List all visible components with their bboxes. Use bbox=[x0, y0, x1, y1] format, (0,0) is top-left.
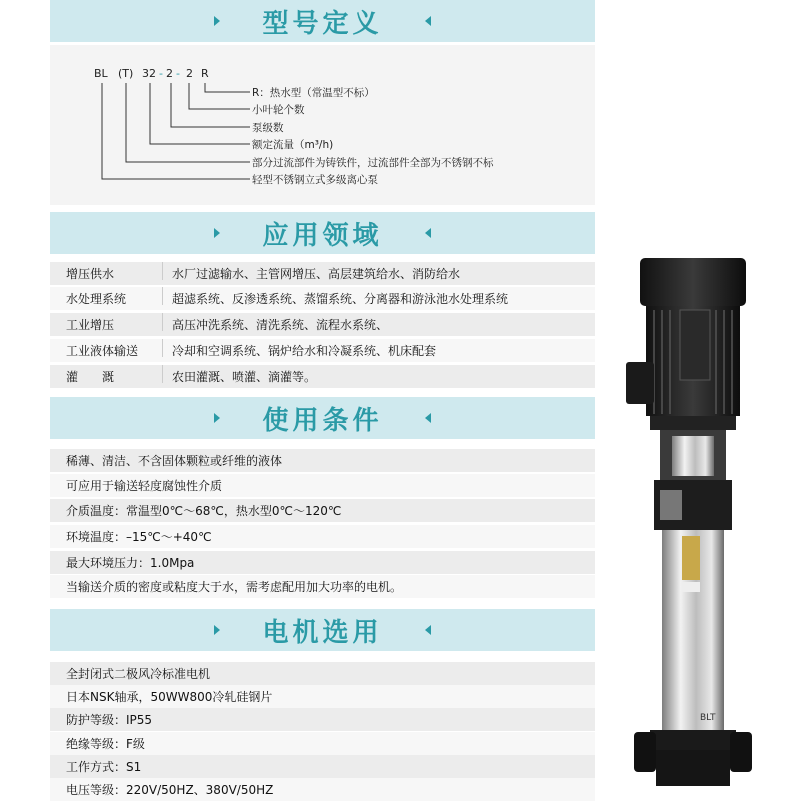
application-field: 灌 溉 bbox=[66, 370, 115, 384]
section-banner-conditions bbox=[50, 397, 595, 439]
motor-text: 日本NSK轴承，50WW800冷轧硅钢片 bbox=[66, 690, 273, 704]
condition-row bbox=[50, 575, 595, 598]
model-definition-panel bbox=[50, 45, 595, 205]
section-banner-motor bbox=[50, 609, 595, 651]
section-title: 电机选用 bbox=[262, 617, 383, 648]
condition-row bbox=[50, 474, 595, 497]
condition-text: 介质温度：常温型0℃～68℃，热水型0℃～120℃ bbox=[66, 504, 342, 518]
motor-row bbox=[50, 755, 595, 778]
model-code-part: (T) bbox=[118, 67, 134, 80]
model-code-desc: 泵级数 bbox=[252, 122, 284, 134]
application-row bbox=[50, 287, 595, 310]
model-code-desc: 小叶轮个数 bbox=[252, 104, 305, 116]
triangle-left-icon bbox=[425, 413, 431, 423]
condition-text: 最大环境压力：1.0Mpa bbox=[66, 556, 195, 570]
motor-row bbox=[50, 778, 595, 801]
triangle-left-icon bbox=[425, 16, 431, 26]
application-row bbox=[50, 262, 595, 285]
condition-text: 环境温度：–15℃～+40℃ bbox=[66, 530, 212, 544]
application-row bbox=[50, 313, 595, 336]
model-code-desc: 轻型不锈钢立式多级离心泵 bbox=[252, 174, 378, 186]
application-desc: 水厂过滤输水、主管网增压、高层建筑给水、消防给水 bbox=[162, 265, 460, 282]
triangle-right-icon bbox=[214, 16, 220, 26]
condition-text: 当输送介质的密度或粘度大于水，需考虑配用加大功率的电机。 bbox=[66, 580, 403, 594]
condition-text: 稀薄、清洁、不含固体颗粒或纤维的液体 bbox=[66, 454, 283, 468]
condition-row bbox=[50, 499, 595, 522]
triangle-left-icon bbox=[425, 228, 431, 238]
application-field: 增压供水 bbox=[66, 267, 115, 281]
motor-row bbox=[50, 662, 595, 685]
condition-row bbox=[50, 551, 595, 574]
condition-row bbox=[50, 449, 595, 472]
motor-text: 绝缘等级：F级 bbox=[66, 737, 145, 751]
motor-text: 工作方式：S1 bbox=[66, 760, 142, 774]
section-banner-application bbox=[50, 212, 595, 254]
application-desc: 农田灌溉、喷灌、滴灌等。 bbox=[162, 368, 316, 385]
model-code-part: R bbox=[201, 67, 209, 80]
model-code-part: - bbox=[176, 67, 180, 80]
application-row bbox=[50, 339, 595, 362]
vertical-pump-image bbox=[620, 250, 760, 790]
motor-text: 电压等级：220V/50HZ、380V/50HZ bbox=[66, 783, 274, 797]
application-field: 水处理系统 bbox=[66, 292, 127, 306]
triangle-right-icon bbox=[214, 625, 220, 635]
motor-row bbox=[50, 732, 595, 755]
condition-row bbox=[50, 525, 595, 548]
model-code-part: BL bbox=[94, 67, 108, 80]
model-code-part: 2 bbox=[166, 67, 173, 80]
model-code-desc: 额定流量（m³/h) bbox=[252, 139, 334, 151]
model-code-desc: R：热水型（常温型不标） bbox=[252, 87, 375, 99]
triangle-right-icon bbox=[214, 228, 220, 238]
condition-text: 可应用于输送轻度腐蚀性介质 bbox=[66, 479, 223, 493]
application-field: 工业液体输送 bbox=[66, 344, 139, 358]
application-row bbox=[50, 365, 595, 388]
section-title: 使用条件 bbox=[262, 405, 383, 436]
model-code-part: 2 bbox=[186, 67, 193, 80]
application-desc: 超滤系统、反渗透系统、蒸馏系统、分离器和游泳池水处理系统 bbox=[162, 290, 508, 307]
pump-label: BLT bbox=[700, 713, 716, 723]
section-banner-model bbox=[50, 0, 595, 42]
motor-text: 全封闭式二极风冷标准电机 bbox=[66, 667, 211, 681]
application-field: 工业增压 bbox=[66, 318, 115, 332]
application-desc: 高压冲洗系统、清洗系统、流程水系统、 bbox=[162, 316, 388, 333]
model-code-desc: 部分过流部件为铸铁件，过流部件全部为不锈钢不标 bbox=[252, 157, 494, 169]
triangle-left-icon bbox=[425, 625, 431, 635]
section-title: 应用领域 bbox=[262, 220, 383, 251]
model-code-part: 32 bbox=[142, 67, 156, 80]
triangle-right-icon bbox=[214, 413, 220, 423]
motor-text: 防护等级：IP55 bbox=[66, 713, 153, 727]
motor-row bbox=[50, 708, 595, 731]
application-desc: 冷却和空调系统、锅炉给水和冷凝系统、机床配套 bbox=[162, 342, 436, 359]
section-title: 型号定义 bbox=[262, 8, 383, 39]
model-code-part: - bbox=[159, 67, 163, 80]
motor-row bbox=[50, 685, 595, 708]
